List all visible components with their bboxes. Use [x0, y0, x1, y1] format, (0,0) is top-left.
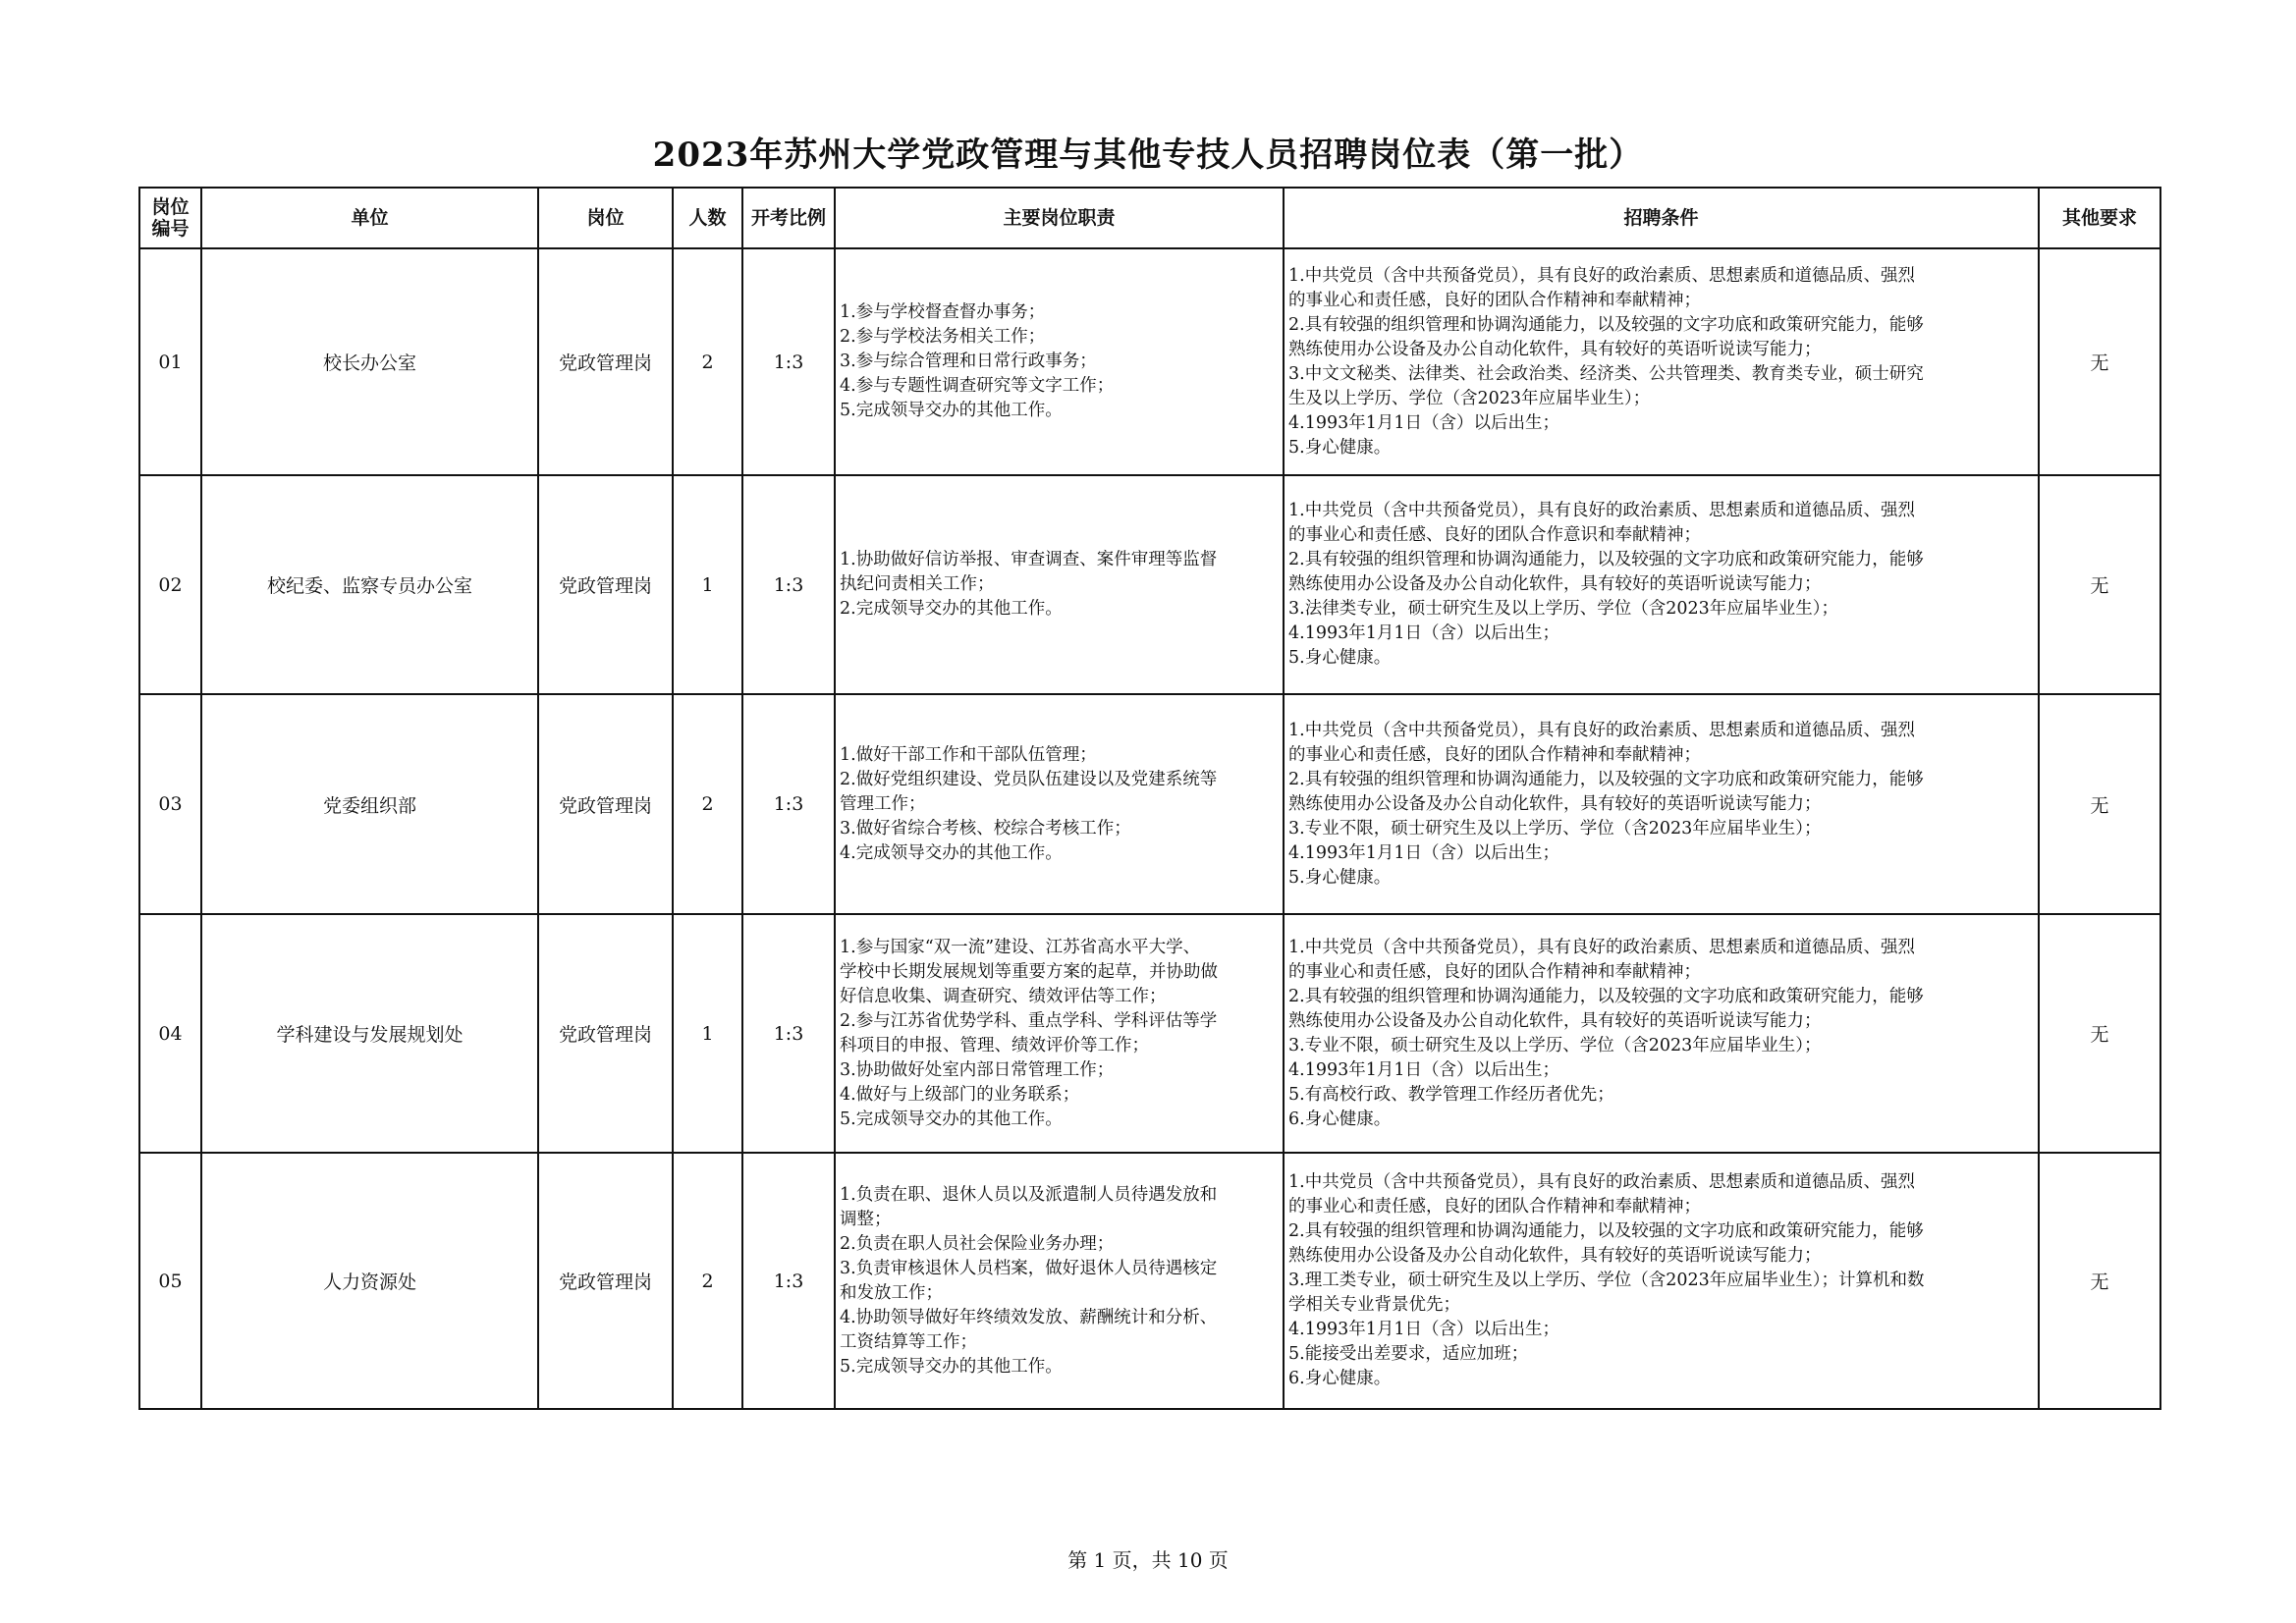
- condition-line: 2.具有较强的组织管理和协调沟通能力，以及较强的文字功底和政策研究能力，能够: [1288, 1221, 1924, 1241]
- duty-line: 1.负责在职、退休人员以及派遣制人员待遇发放和: [840, 1184, 1218, 1205]
- condition-line: 熟练使用办公设备及办公自动化软件，具有较好的英语听说读写能力；: [1288, 793, 1822, 814]
- duty-line: 调整；: [840, 1209, 892, 1229]
- condition-line: 1.中共党员（含中共预备党员），具有良好的政治素质、思想素质和道德品质、强烈: [1288, 937, 1915, 957]
- condition-line: 的事业心和责任感，良好的团队合作精神和奉献精神；: [1288, 1197, 1701, 1217]
- duties-cell: [835, 1153, 1284, 1409]
- header-count: 人数: [673, 188, 742, 248]
- duty-line: 2.完成领导交办的其他工作。: [840, 599, 1063, 619]
- condition-line: 1.中共党员（含中共预备党员），具有良好的政治素质、思想素质和道德品质、强烈: [1288, 720, 1915, 740]
- duty-line: 4.参与专题性调查研究等文字工作；: [840, 376, 1115, 396]
- header-other: 其他要求: [2039, 188, 2160, 248]
- condition-line: 5.有高校行政、教学管理工作经历者优先；: [1288, 1084, 1614, 1105]
- condition-line: 熟练使用办公设备及办公自动化软件，具有较好的英语听说读写能力；: [1288, 1246, 1822, 1266]
- duty-line: 3.协助做好处室内部日常管理工作；: [840, 1059, 1115, 1080]
- post-id-cell: 04: [139, 914, 201, 1153]
- ratio-cell: 1:3: [742, 694, 835, 914]
- ratio-cell: 1:3: [742, 248, 835, 475]
- condition-line: 2.具有较强的组织管理和协调沟通能力，以及较强的文字功底和政策研究能力，能够: [1288, 986, 1924, 1006]
- duty-line: 科项目的申报、管理、绩效评价等工作；: [840, 1035, 1149, 1055]
- condition-line: 4.1993年1月1日（含）以后出生；: [1288, 1059, 1560, 1080]
- table-row: [139, 1153, 2160, 1409]
- duty-line: 3.做好省综合考核、校综合考核工作；: [840, 818, 1131, 839]
- condition-line: 熟练使用办公设备及办公自动化软件，具有较好的英语听说读写能力；: [1288, 574, 1822, 594]
- duties-cell: [835, 248, 1284, 475]
- conditions-cell: [1284, 248, 2039, 475]
- duty-line: 5.完成领导交办的其他工作。: [840, 1109, 1063, 1129]
- condition-line: 的事业心和责任感，良好的团队合作精神和奉献精神；: [1288, 961, 1701, 982]
- table-row: [139, 248, 2160, 475]
- condition-line: 的事业心和责任感、良好的团队合作意识和奉献精神；: [1288, 525, 1701, 545]
- header-ratio: 开考比例: [742, 188, 835, 248]
- condition-line: 4.1993年1月1日（含）以后出生；: [1288, 412, 1560, 433]
- duty-line: 4.完成领导交办的其他工作。: [840, 842, 1063, 863]
- count-cell: 2: [673, 248, 742, 475]
- condition-line: 2.具有较强的组织管理和协调沟通能力，以及较强的文字功底和政策研究能力，能够: [1288, 769, 1924, 789]
- condition-line: 5.身心健康。: [1288, 648, 1392, 668]
- header-post: 岗位: [538, 188, 673, 248]
- conditions-cell: [1284, 914, 2039, 1153]
- condition-line: 的事业心和责任感，良好的团队合作精神和奉献精神；: [1288, 290, 1701, 310]
- post-cell: 党政管理岗: [538, 475, 673, 694]
- conditions-cell: [1284, 694, 2039, 914]
- recruitment-table: [138, 187, 2161, 1410]
- duties-cell: [835, 914, 1284, 1153]
- other-requirements-cell: 无: [2039, 1153, 2160, 1409]
- header-conditions: 招聘条件: [1284, 188, 2039, 248]
- unit-cell: 人力资源处: [201, 1153, 538, 1409]
- duty-line: 3.参与综合管理和日常行政事务；: [840, 352, 1097, 371]
- unit-cell: 校纪委、监察专员办公室: [201, 475, 538, 694]
- condition-line: 生及以上学历、学位（含2023年应届毕业生）；: [1288, 388, 1651, 408]
- condition-line: 学相关专业背景优先；: [1288, 1295, 1460, 1315]
- duty-line: 5.完成领导交办的其他工作。: [840, 1356, 1063, 1377]
- condition-line: 2.具有较强的组织管理和协调沟通能力，以及较强的文字功底和政策研究能力，能够: [1288, 314, 1924, 335]
- post-id-cell: 05: [139, 1153, 201, 1409]
- condition-line: 4.1993年1月1日（含）以后出生；: [1288, 623, 1560, 643]
- condition-line: 熟练使用办公设备及办公自动化软件，具有较好的英语听说读写能力；: [1288, 339, 1822, 359]
- condition-line: 熟练使用办公设备及办公自动化软件，具有较好的英语听说读写能力；: [1288, 1010, 1822, 1031]
- table-row: [139, 694, 2160, 914]
- condition-line: 3.法律类专业，硕士研究生及以上学历、学位（含2023年应届毕业生）；: [1288, 599, 1838, 619]
- other-requirements-cell: 无: [2039, 475, 2160, 694]
- other-requirements-cell: 无: [2039, 914, 2160, 1153]
- unit-cell: 学科建设与发展规划处: [201, 914, 538, 1153]
- condition-line: 4.1993年1月1日（含）以后出生；: [1288, 1320, 1560, 1339]
- duty-line: 1.做好干部工作和干部队伍管理；: [840, 744, 1097, 765]
- duty-line: 2.做好党组织建设、党员队伍建设以及党建系统等: [840, 769, 1218, 789]
- duty-line: 执纪问责相关工作；: [840, 574, 995, 594]
- duty-line: 4.协助领导做好年终绩效发放、薪酬统计和分析、: [840, 1307, 1218, 1327]
- condition-line: 1.中共党员（含中共预备党员），具有良好的政治素质、思想素质和道德品质、强烈: [1288, 265, 1915, 286]
- other-requirements-cell: 无: [2039, 248, 2160, 475]
- duty-line: 2.参与江苏省优势学科、重点学科、学科评估等学: [840, 1010, 1218, 1031]
- table-row: [139, 914, 2160, 1153]
- duty-line: 2.参与学校法务相关工作；: [840, 327, 1046, 347]
- duty-line: 管理工作；: [840, 793, 926, 814]
- condition-line: 6.身心健康。: [1288, 1109, 1392, 1129]
- condition-line: 3.专业不限，硕士研究生及以上学历、学位（含2023年应届毕业生）；: [1288, 818, 1822, 839]
- other-requirements-cell: 无: [2039, 694, 2160, 914]
- post-cell: 党政管理岗: [538, 248, 673, 475]
- header-unit: 单位: [201, 188, 538, 248]
- condition-line: 的事业心和责任感，良好的团队合作精神和奉献精神；: [1288, 744, 1701, 765]
- duty-line: 好信息收集、调查研究、绩效评估等工作；: [840, 986, 1167, 1006]
- header-post-id: 岗位 编号: [139, 188, 201, 248]
- condition-line: 5.身心健康。: [1288, 867, 1392, 888]
- condition-line: 3.理工类专业，硕士研究生及以上学历、学位（含2023年应届毕业生）；计算机和数: [1288, 1271, 1925, 1290]
- duty-line: 3.负责审核退休人员档案，做好退休人员待遇核定: [840, 1258, 1218, 1278]
- conditions-cell: [1284, 475, 2039, 694]
- duty-line: 工资结算等工作；: [840, 1331, 977, 1352]
- post-id-cell: 01: [139, 248, 201, 475]
- condition-line: 2.具有较强的组织管理和协调沟通能力，以及较强的文字功底和政策研究能力，能够: [1288, 550, 1924, 569]
- post-cell: 党政管理岗: [538, 1153, 673, 1409]
- duty-line: 和发放工作；: [840, 1282, 943, 1303]
- duty-line: 2.负责在职人员社会保险业务办理；: [840, 1233, 1115, 1254]
- condition-line: 3.专业不限，硕士研究生及以上学历、学位（含2023年应届毕业生）；: [1288, 1035, 1822, 1055]
- unit-cell: 校长办公室: [201, 248, 538, 475]
- page-footer: 第 1 页，共 10 页: [1067, 1548, 1229, 1572]
- condition-line: 4.1993年1月1日（含）以后出生；: [1288, 842, 1560, 863]
- ratio-cell: 1:3: [742, 914, 835, 1153]
- header-duties: 主要岗位职责: [835, 188, 1284, 248]
- duty-line: 5.完成领导交办的其他工作。: [840, 401, 1063, 420]
- condition-line: 5.能接受出差要求，适应加班；: [1288, 1344, 1529, 1364]
- table-header-row: [139, 188, 2160, 248]
- duty-line: 1.参与国家“双一流”建设、江苏省高水平大学、: [840, 937, 1201, 957]
- duty-line: 1.协助做好信访举报、审查调查、案件审理等监督: [840, 550, 1218, 569]
- page-title: 2023年苏州大学党政管理与其他专技人员招聘岗位表（第一批）: [652, 135, 1644, 175]
- duty-line: 4.做好与上级部门的业务联系；: [840, 1084, 1080, 1105]
- duty-line: 1.参与学校督查督办事务；: [840, 302, 1046, 322]
- post-cell: 党政管理岗: [538, 694, 673, 914]
- count-cell: 2: [673, 1153, 742, 1409]
- duty-line: 学校中长期发展规划等重要方案的起草，并协助做: [840, 961, 1218, 982]
- duties-cell: [835, 694, 1284, 914]
- duties-cell: [835, 475, 1284, 694]
- table-row: [139, 475, 2160, 694]
- count-cell: 2: [673, 694, 742, 914]
- condition-line: 5.身心健康。: [1288, 437, 1392, 458]
- condition-line: 3.中文文秘类、法律类、社会政治类、经济类、公共管理类、教育类专业，硕士研究: [1288, 363, 1924, 384]
- post-cell: 党政管理岗: [538, 914, 673, 1153]
- post-id-cell: 03: [139, 694, 201, 914]
- count-cell: 1: [673, 914, 742, 1153]
- ratio-cell: 1:3: [742, 1153, 835, 1409]
- conditions-cell: [1284, 1153, 2039, 1409]
- condition-line: 1.中共党员（含中共预备党员），具有良好的政治素质、思想素质和道德品质、强烈: [1288, 501, 1915, 520]
- unit-cell: 党委组织部: [201, 694, 538, 914]
- condition-line: 6.身心健康。: [1288, 1369, 1392, 1388]
- ratio-cell: 1:3: [742, 475, 835, 694]
- post-id-cell: 02: [139, 475, 201, 694]
- count-cell: 1: [673, 475, 742, 694]
- condition-line: 1.中共党员（含中共预备党员），具有良好的政治素质、思想素质和道德品质、强烈: [1288, 1172, 1915, 1192]
